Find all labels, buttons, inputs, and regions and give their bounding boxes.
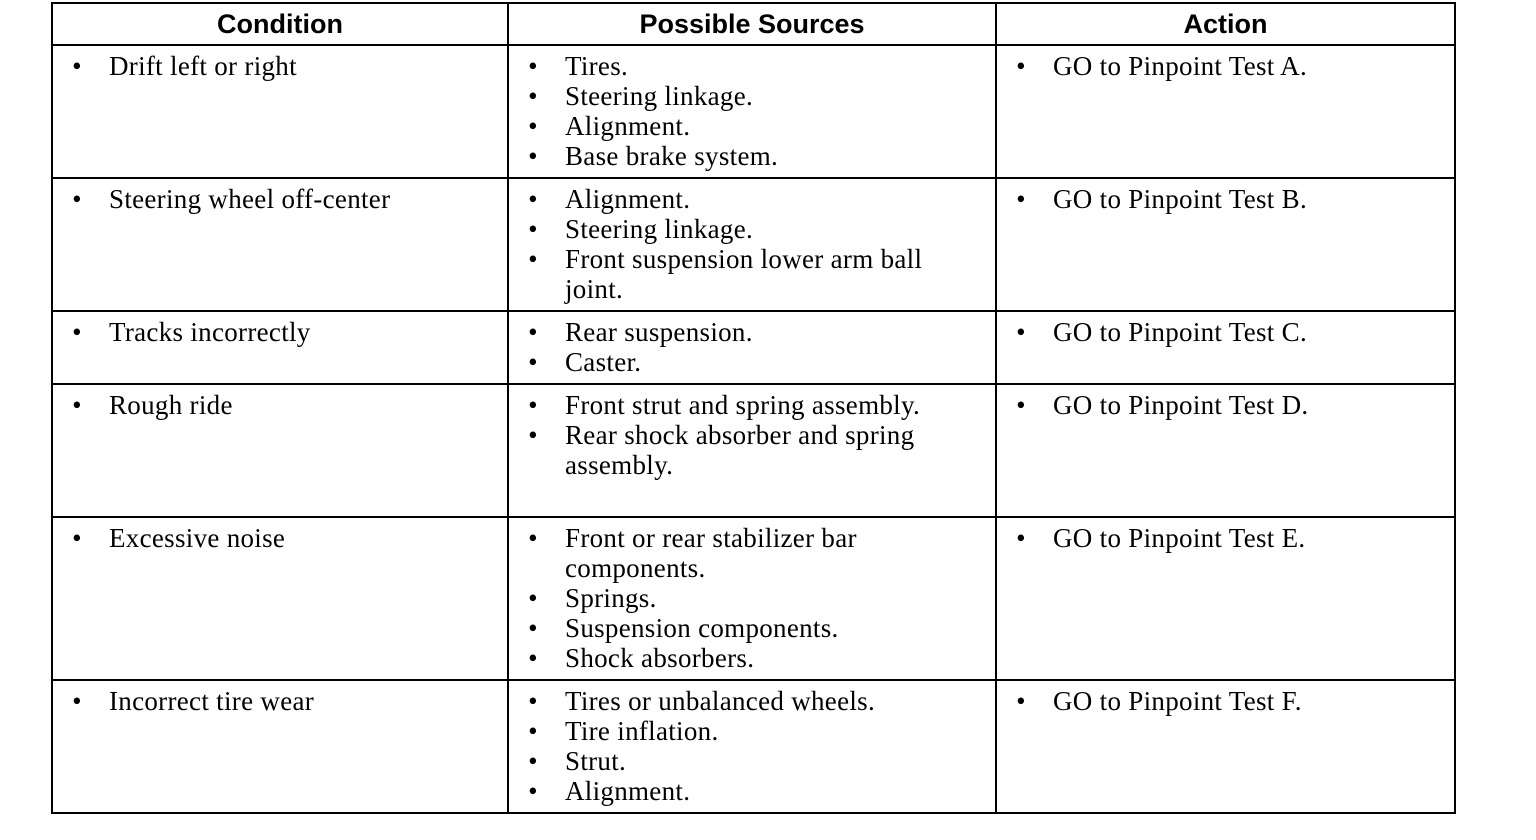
condition-text: Steering wheel off-center [109,184,391,214]
possible-sources-header: Possible Sources [508,3,996,45]
list-item [997,523,1454,553]
bullet-icon: • [528,81,538,111]
source-text: Tire inflation. [565,716,719,746]
list-item [53,184,507,214]
bullet-icon: • [1016,317,1026,347]
bullet-icon: • [528,214,538,244]
list-item [509,583,995,613]
bullet-icon: • [1016,686,1026,716]
action-cell [996,680,1455,813]
bullet-icon: • [528,686,538,716]
list-item [53,317,507,347]
bullet-icon: • [72,184,82,214]
table-row [52,517,1455,680]
sources-cell [508,384,996,517]
list-item [509,184,995,214]
diagnosis-table-page [51,2,1454,814]
source-text: Rear suspension. [565,317,753,347]
list-item [509,244,995,304]
bullet-icon: • [528,523,538,553]
list-item [509,347,995,377]
bullet-icon: • [528,141,538,171]
bullet-icon: • [1016,184,1026,214]
condition-text: Drift left or right [109,51,297,81]
action-cell [996,517,1455,680]
sources-cell [508,45,996,178]
list-item [509,420,995,480]
source-text: Alignment. [565,776,691,806]
list-item [509,523,995,583]
bullet-icon: • [528,390,538,420]
condition-text: Incorrect tire wear [109,686,315,716]
bullet-icon: • [528,583,538,613]
bullet-icon: • [528,613,538,643]
bullet-icon: • [72,523,82,553]
bullet-icon: • [528,244,538,274]
condition-header: Condition [52,3,508,45]
condition-cell [52,178,508,311]
bullet-icon: • [1016,523,1026,553]
source-text: Front suspension lower arm ball joint. [565,244,923,304]
header-row [52,3,1455,45]
table-row [52,45,1455,178]
source-text: Strut. [565,746,627,776]
table-row [52,178,1455,311]
list-item [53,686,507,716]
source-text: Front strut and spring assembly. [565,390,921,420]
sources-cell [508,680,996,813]
action-cell [996,384,1455,517]
list-item [509,390,995,420]
table-row [52,311,1455,384]
action-cell [996,178,1455,311]
source-text: Springs. [565,583,657,613]
action-text: GO to Pinpoint Test C. [1053,317,1307,347]
list-item [509,643,995,673]
action-text: GO to Pinpoint Test A. [1053,51,1307,81]
list-item [509,141,995,171]
condition-text: Tracks incorrectly [109,317,311,347]
source-text: Alignment. [565,184,691,214]
bullet-icon: • [528,51,538,81]
list-item [509,716,995,746]
table-row [52,384,1455,517]
action-text: GO to Pinpoint Test D. [1053,390,1309,420]
list-item [997,686,1454,716]
bullet-icon: • [72,317,82,347]
list-item [53,51,507,81]
list-item [997,390,1454,420]
list-item [53,390,507,420]
bullet-icon: • [72,686,82,716]
bullet-icon: • [528,317,538,347]
bullet-icon: • [528,643,538,673]
list-item [509,686,995,716]
bullet-icon: • [528,716,538,746]
source-text: Alignment. [565,111,691,141]
table-row [52,680,1455,813]
bullet-icon: • [528,420,538,450]
list-item [509,51,995,81]
sources-cell [508,178,996,311]
list-item [509,776,995,806]
source-text: Shock absorbers. [565,643,755,673]
bullet-icon: • [72,390,82,420]
bullet-icon: • [1016,390,1026,420]
condition-text: Rough ride [109,390,233,420]
list-item [509,317,995,347]
bullet-icon: • [528,111,538,141]
list-item [509,613,995,643]
action-text: GO to Pinpoint Test F. [1053,686,1302,716]
sources-cell [508,517,996,680]
source-text: Caster. [565,347,642,377]
source-text: Tires. [565,51,629,81]
source-text: Rear shock absorber and spring assembly. [565,420,915,480]
source-text: Front or rear stabilizer bar components. [565,523,857,583]
bullet-icon: • [528,746,538,776]
action-cell [996,311,1455,384]
sources-cell [508,311,996,384]
condition-cell [52,384,508,517]
condition-cell [52,680,508,813]
bullet-icon: • [72,51,82,81]
source-text: Steering linkage. [565,214,754,244]
list-item [997,51,1454,81]
bullet-icon: • [528,347,538,377]
condition-text: Excessive noise [109,523,286,553]
list-item [53,523,507,553]
list-item [509,746,995,776]
action-text: GO to Pinpoint Test B. [1053,184,1307,214]
action-text: GO to Pinpoint Test E. [1053,523,1306,553]
source-text: Tires or unbalanced wheels. [565,686,876,716]
source-text: Base brake system. [565,141,779,171]
list-item [509,214,995,244]
bullet-icon: • [1016,51,1026,81]
condition-cell [52,517,508,680]
bullet-icon: • [528,776,538,806]
source-text: Steering linkage. [565,81,754,111]
list-item [509,81,995,111]
action-cell [996,45,1455,178]
list-item [997,317,1454,347]
bullet-icon: • [528,184,538,214]
diagnosis-table [51,2,1456,814]
action-header: Action [996,3,1455,45]
list-item [509,111,995,141]
source-text: Suspension components. [565,613,839,643]
condition-cell [52,311,508,384]
condition-cell [52,45,508,178]
list-item [997,184,1454,214]
